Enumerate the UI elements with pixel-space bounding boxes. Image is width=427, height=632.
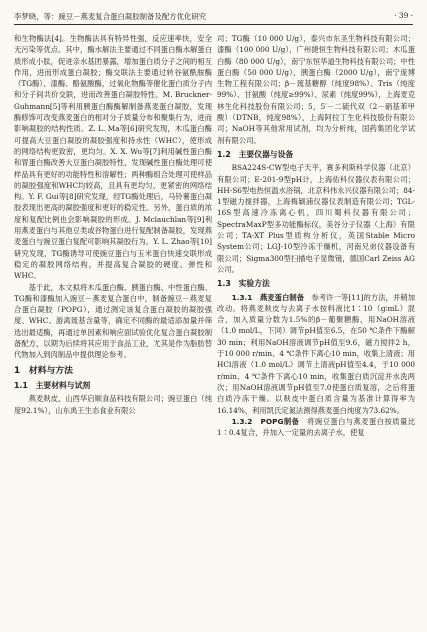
paragraph <box>217 292 415 416</box>
left-column <box>14 33 212 625</box>
sub-subsection-heading: 1.3.2 POPG制备 <box>231 416 300 426</box>
running-header <box>14 10 413 25</box>
paragraph: BSA224S-CW型电子天平，赛多利斯科学仪器（北京）有限公司；E-201-9型pH计，上海佑科仪器仪表有限公司；HH-S6型电热恒温水浴锅，北京科伟永兴仪器有限公司；84-1型磁力搅拌器，上海梅颖浦仪器仪表制造有限公司；TGL-16S型高速冷冻离心机，四川蜀科仪器有限公司；SpectraMaxP型多功能酶标仪，美谷分子仪器（上海）有限公司；TA-XT Plus型质构分析仪，英国Stable Micro System公司；LGJ-10型冷冻干燥机，河南兄弟仪器设备有限公司；Sigma300型扫描电子显微镜，德国Carl Zeiss AG公司。 <box>217 163 415 274</box>
paragraph: 司；TG酶（10 000 U/g），泰兴市东圣生物科技有限公司；漆酶（100 000 U/g），广州捷恒生物科技有限公司；木瓜蛋白酶（80 000 U/g），南宁东恒华道生物科技有限公司；中性蛋白酶（50 000 U/g），胰蛋白酶（2000 U/g），南宁庞博生物工程有限公司；β－巯基糖醇（纯度98%）、Tris（纯度99%）、甘氨酸（纯度≥99%）、尿素（纯度99%），上海麦克林生化科技股份有限公司；5，5′－二硫代双（2－硝基苯甲酸）（DTNB，纯度98%），上海阿拉丁生化科技股份有限公司；NaOH等其他常用试剂，均为分析纯，国药集团化学试剂有限公司。 <box>217 34 415 145</box>
paragraph: 和生物酶法[4]。生物酶法具有特异性强，反应速率快，安全无污染等优点。其中，酶水解法主要通过不同蛋白酶水解蛋白质形成小肽，促进亲水基团暴露，增加蛋白质分子之间的相互作用，进而形成蛋白凝胶；酶交联法主要通过转谷氨酰胺酶（TG酶）、漆酶、酪氨酸酶，过氧化物酶等催化蛋白质分子内和分子间共价交联，进而改善蛋白凝胶特性。M. Bruckner-Guhmann[5]等利用胰蛋白酶酶解制备燕麦蛋白凝胶，发现酶修饰可改变燕麦蛋白的相对分子质量分布和聚集行为，进而影响凝胶的结构性质。Z. L. Ma等[6]研究发现，木瓜蛋白酶可提高大豆蛋白凝胶的凝胶强度和持水性（WHC），使形成的网络结构更致密，更均匀。X. X. Wu等[7]利用碱性蛋白酶和胃蛋白酶改善大豆蛋白凝胶特性，发现碱性蛋白酶处理可使样品具有更好的功能特性和溶解性；两种酶组合处理可使样品的凝胶强度和WHC均较高，且具有更均匀、更紧密的网络结构。Y. F. Gui等[8]研究发现，经TG酶处理后，马铃薯蛋白凝胶表现出更高的凝胶强度和更好的稳定性。另外，蛋白质的浓度和复配比例也会影响凝胶的形成。J. Mclauchlan等[9]利用燕麦蛋白与其他豆类或谷物蛋白进行复配制备凝胶，发现燕麦蛋白与豌豆蛋白复配可影响其凝胶行为。Y. L. Zhao等[10]研究发现，TG酶诱导可使豌豆蛋白与玉米蛋白快速交联形成稳定的凝胶网络结构，并提高复合凝胶的硬度、弹性和WHC。 <box>14 34 212 281</box>
paragraph-text: 将豌豆蛋白与燕麦蛋白按质量比1∶0.4复合，并加入一定量的去离子水，使复 <box>217 416 415 438</box>
paragraph: 燕麦麸皮，山西华启顺食品科技有限公司；豌豆蛋白（纯度92.1%），山东禹王生态食业有限公 <box>14 394 212 415</box>
subsection-heading: 1.3 实验方法 <box>217 279 270 289</box>
right-column <box>217 33 415 625</box>
section-heading: 1 材料与方法 <box>14 365 73 376</box>
paragraph <box>217 416 415 439</box>
subsection-heading: 1.2 主要仪器与设备 <box>217 149 294 159</box>
page-number: · 39 · <box>394 11 413 20</box>
sub-subsection-heading: 1.3.1 燕麦蛋白制备 <box>231 292 305 302</box>
subsection-heading: 1.1 主要材料与试剂 <box>14 380 91 390</box>
paragraph: 基于此，本文拟将木瓜蛋白酶、胰蛋白酶、中性蛋白酶、TG酶和漆酶加入豌豆－燕麦复合蛋白中，制备豌豆－燕麦复合蛋白凝胶（POPG），通过测定该复合蛋白凝胶的凝胶强度、WHC、游离巯基含量等，确定不同酶的最适添加量并筛选出最适酶，再通过单因素和响应面试验优化复合蛋白凝胶制备配方，以期为后续将其应用于食品工业，尤其是作为脂肪替代物加入到肉制品中提供理论参考。 <box>14 282 212 360</box>
running-title: 李梦晓，等：豌豆－燕麦复合蛋白凝胶制备及配方优化研究 <box>14 12 207 21</box>
paragraph-text: 参考许一等[11]的方法，并稍加改动。将燕麦麸皮与去离子水按料液比1∶10（g∶mL）混合，加入质量分数为1.5%的β－葡聚糖酶，用NaOH溶液（1.0 mol/L，下同）调节pH值至6.5，在50 ℃条件下酶解30 min；利用NaOH溶液调节pH值至9.6，磁力搅拌2 h，于10 000 r/min、4 ℃条件下离心10 min，收集上清液；用HCl溶液（1.0 mol/L）调节上清液pH值至4.4，于10 000 r/min、4 ℃条件下离心10 min，收集蛋白质沉淀并水洗两次；用NaOH溶液调节pH值至7.0使蛋白质复溶，之后将蛋白质冷冻干燥。以麸皮中蛋白质含量为基准计算得率为16.14%，利用凯氏定氮法测得燕麦蛋白纯度为73.62%。 <box>217 292 415 415</box>
